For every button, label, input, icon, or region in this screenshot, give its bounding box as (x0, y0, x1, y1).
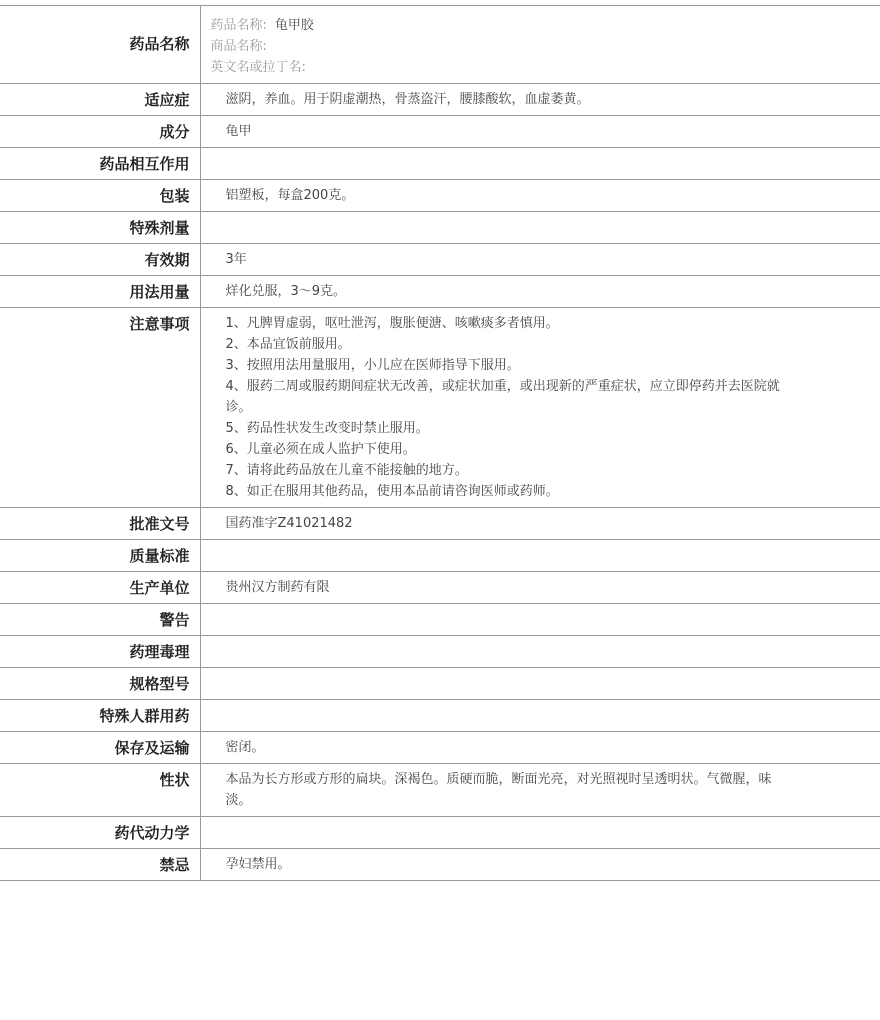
row-ingredients (0, 116, 880, 148)
row-validity (0, 244, 880, 276)
label-packaging: 包装 (0, 180, 200, 212)
precaution-line: 6、儿童必须在成人监护下使用。 (225, 442, 416, 457)
drug-name-line (211, 15, 791, 36)
value-approval-number: 国药准字Z41021482 (200, 508, 880, 540)
precaution-line: 7、请将此药品放在儿童不能接触的地方。 (225, 463, 468, 478)
label-contraindications: 禁忌 (0, 849, 200, 881)
label-toxicology: 药理毒理 (0, 636, 200, 668)
row-storage (0, 732, 880, 764)
value-manufacturer: 贵州汉方制药有限 (200, 572, 880, 604)
row-contraindications (0, 849, 880, 881)
row-specification (0, 668, 880, 700)
value-special-population (200, 700, 880, 732)
row-special-population (0, 700, 880, 732)
value-usage: 烊化兑服，3～9克。 (200, 276, 880, 308)
value-toxicology (200, 636, 880, 668)
row-packaging (0, 180, 880, 212)
row-approval-number (0, 508, 880, 540)
label-precautions: 注意事项 (0, 308, 200, 508)
label-usage: 用法用量 (0, 276, 200, 308)
label-warning: 警告 (0, 604, 200, 636)
precaution-line: 1、凡脾胃虚弱，呕吐泄泻，腹胀便溏、咳嗽痰多者慎用。 (225, 316, 559, 331)
precaution-line: 5、药品性状发生改变时禁止服用。 (225, 421, 429, 436)
row-manufacturer (0, 572, 880, 604)
row-interactions (0, 148, 880, 180)
label-interactions: 药品相互作用 (0, 148, 200, 180)
trade-name-label: 商品名称: (210, 39, 267, 54)
value-contraindications: 孕妇禁用。 (200, 849, 880, 881)
label-quality-standard: 质量标准 (0, 540, 200, 572)
english-name-line (211, 57, 791, 78)
value-warning (200, 604, 880, 636)
value-quality-standard (200, 540, 880, 572)
precaution-line: 3、按照用法用量服用，小儿应在医师指导下服用。 (225, 358, 520, 373)
precaution-line: 2、本品宜饭前服用。 (225, 337, 351, 352)
drug-spec-table (0, 5, 880, 881)
value-drug-name (200, 6, 880, 84)
label-validity: 有效期 (0, 244, 200, 276)
row-quality-standard (0, 540, 880, 572)
row-warning (0, 604, 880, 636)
row-precautions (0, 308, 880, 508)
value-interactions (200, 148, 880, 180)
label-ingredients: 成分 (0, 116, 200, 148)
row-toxicology (0, 636, 880, 668)
row-pharmacokinetics (0, 817, 880, 849)
label-specification: 规格型号 (0, 668, 200, 700)
value-validity: 3年 (200, 244, 880, 276)
row-description (0, 764, 880, 817)
label-description: 性状 (0, 764, 200, 817)
value-description: 本品为长方形或方形的扁块。深褐色。质硬而脆，断面光亮，对光照视时呈透明状。气微腥，味淡。 (200, 764, 880, 817)
precaution-line: 8、如正在服用其他药品，使用本品前请咨询医师或药师。 (225, 484, 559, 499)
english-name-label: 英文名或拉丁名: (210, 60, 306, 75)
row-usage (0, 276, 880, 308)
precaution-line: 4、服药二周或服药期间症状无改善，或症状加重，或出现新的严重症状，应立即停药并去医院就诊。 (225, 379, 780, 415)
label-manufacturer: 生产单位 (0, 572, 200, 604)
label-drug-name: 药品名称 (0, 6, 200, 84)
row-indications (0, 84, 880, 116)
label-approval-number: 批准文号 (0, 508, 200, 540)
value-storage: 密闭。 (200, 732, 880, 764)
label-special-population: 特殊人群用药 (0, 700, 200, 732)
value-indications: 滋阴，养血。用于阴虚潮热，骨蒸盗汗，腰膝酸软，血虚萎黄。 (200, 84, 880, 116)
drug-name-label: 药品名称: (210, 18, 267, 33)
value-specification (200, 668, 880, 700)
value-precautions (200, 308, 880, 508)
value-packaging: 铝塑板，每盒200克。 (200, 180, 880, 212)
value-ingredients: 龟甲 (200, 116, 880, 148)
value-special-dosage (200, 212, 880, 244)
drug-name-value: 龟甲胶 (274, 18, 314, 33)
value-pharmacokinetics (200, 817, 880, 849)
label-indications: 适应症 (0, 84, 200, 116)
label-special-dosage: 特殊剂量 (0, 212, 200, 244)
trade-name-line (211, 36, 791, 57)
row-special-dosage (0, 212, 880, 244)
label-pharmacokinetics: 药代动力学 (0, 817, 200, 849)
label-storage: 保存及运输 (0, 732, 200, 764)
row-drug-name (0, 6, 880, 84)
